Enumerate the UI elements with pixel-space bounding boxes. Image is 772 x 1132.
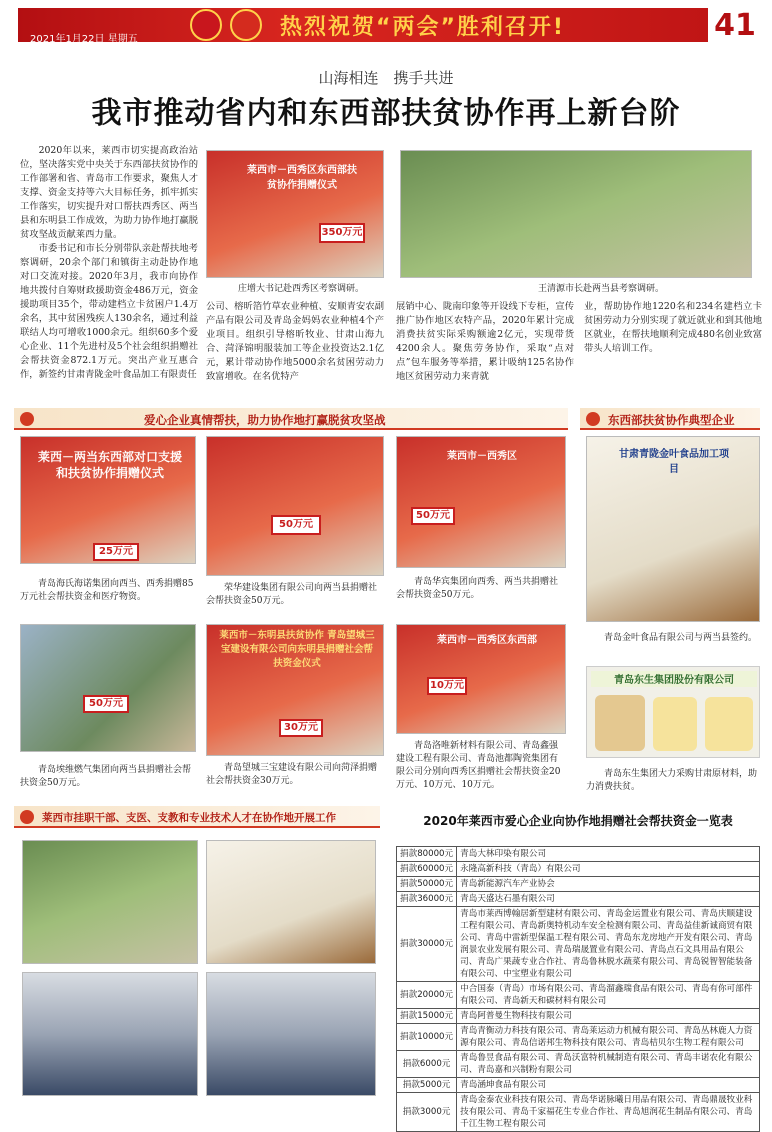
article-col-4: 业，帮助协作地1220名和234名建档立卡贫困劳动力分别实现了就近就业和到其他地区就业，在帮扶地顺利完成480名创业致富带头人培训工作。 — [584, 301, 762, 354]
companies-cell: 永隆高新科技（青岛）有限公司 — [457, 862, 760, 877]
photo-caption: 庄增大书记赴西秀区考察调研。 — [238, 284, 365, 294]
table-row — [397, 1078, 760, 1093]
article-paragraph: 市委书记和市长分别带队亲赴帮扶地考察调研，20余个部门和镇街主动赴协作地对口交流对接。2020年3月，我市向协作地共拨付自筹财政援助资金486万元，资金援助项目35个，带动建档立卡贫困户1.4万余名，其中贫困残疾人130余名，通过利益联结人均可增收1000余元。组织60多个爱心企业、11个先进村及5个社会组织捐赠社会帮扶资金872.1万元。突出产业互惠合作，新签约甘肃青陇金叶食品加工有限责任 — [20, 243, 198, 380]
photo-jinye-signing — [586, 436, 760, 622]
donation-board: 10万元 — [427, 677, 467, 695]
table-row — [397, 982, 760, 1009]
photo-caption: 青岛金叶食品有限公司与两当县签约。 — [604, 633, 758, 643]
article-kicker: 山海相连 携手共进 — [318, 69, 454, 87]
table-row — [397, 862, 760, 877]
product-bag-icon — [595, 695, 645, 751]
photo-caption: 青岛华宾集团向西秀、两当共捐赠社会帮扶资金50万元。 — [396, 577, 559, 600]
amount-cell: 捐款50000元 — [397, 877, 457, 892]
companies-cell: 青岛涵坤食品有限公司 — [457, 1078, 760, 1093]
section-bullet-icon — [586, 412, 600, 426]
amount-cell: 捐款3000元 — [397, 1093, 457, 1132]
table-row — [397, 1009, 760, 1024]
issue-date: 2021年1月22日 星期五 — [30, 34, 138, 45]
photo-wang-liangdang — [400, 150, 752, 278]
page-header — [0, 0, 772, 52]
article-col-3: 展销中心、陇南印象等开设线下专柜，宣传推广协作地区农特产品，2020年累计完成消费扶贫实际采购额逾2亿元，实现带货4200余人。聚焦劳务协作，采取“点对点”包车服务等举措，累计吸纳125名协作地区贫困劳动力来青就 — [396, 301, 574, 382]
donation-board: 30万元 — [279, 719, 323, 737]
photo-haishi — [20, 436, 196, 564]
section-title: 爱心企业真情帮扶，助力协作地打赢脱贫攻坚战 — [144, 413, 386, 427]
section-header-typical-enterprise — [580, 408, 760, 430]
header-title: 热烈祝贺“两会”胜利召开! — [280, 15, 565, 40]
amount-cell: 捐款60000元 — [397, 862, 457, 877]
section-title: 莱西市挂职干部、支医、支教和专业技术人才在协作地开展工作 — [42, 812, 336, 824]
photo-field-work — [22, 840, 198, 964]
section-title: 东西部扶贫协作典型企业 — [608, 413, 735, 427]
companies-cell: 青岛大林印染有限公司 — [457, 847, 760, 862]
photo-banner: 莱西市－西秀区 — [447, 451, 517, 462]
photo-banner: 莱西市－东明县扶贫协作 青岛望城三宝建设有限公司向东明县捐赠社会帮扶资金仪式 — [219, 630, 375, 669]
photo-training-hall — [22, 972, 198, 1096]
amount-cell: 捐款80000元 — [397, 847, 457, 862]
amount-cell: 捐款10000元 — [397, 1024, 457, 1051]
photo-banner: 莱西市－西秀区东西部 — [437, 635, 537, 646]
companies-cell: 青岛市莱西博翰居新型建材有限公司、青岛金运置业有限公司、青岛庆顺建设工程有限公司、青岛新奥特机动车安全检测有限公司、青岛益佳新诚商贸有限公司、青岛中雷新型保温工程有限公司、青岛东龙房地产开发有限公司、青岛润景农业发展有限公司、青岛瑞晟置业有限公司、青岛点石文具用品有限公司、青岛广果蔬专业合作社、青岛鲁林脱水蔬菜有限公司、青岛锐智智能装备有限公司、中宝塑业有限公司 — [457, 907, 760, 982]
table-row — [397, 1051, 760, 1078]
table-row — [397, 847, 760, 862]
photo-aiwei — [20, 624, 196, 752]
photo-zhuang-xixiu — [206, 150, 384, 278]
amount-cell: 捐款15000元 — [397, 1009, 457, 1024]
companies-cell: 青岛天盛达石墨有限公司 — [457, 892, 760, 907]
donation-board: 50万元 — [83, 695, 129, 713]
photo-ronghua — [206, 436, 384, 576]
photo-wangcheng — [206, 624, 384, 756]
photo-caption: 青岛望城三宝建设有限公司向菏泽捐赠社会帮扶资金30万元。 — [206, 763, 378, 786]
photo-caption: 青岛洛唯新材料有限公司、青岛鑫强建设工程有限公司、青岛池都陶瓷集团有限公司分别向西秀区捐赠社会帮扶资金20万元、10万元、10万元。 — [396, 741, 561, 790]
companies-cell: 青岛新能源汽车产业协会 — [457, 877, 760, 892]
photo-banner: 甘肃青陇金叶食品加工项目 — [619, 449, 729, 475]
photo-banner: 莱西－两当东西部对口支援和扶贫协作捐赠仪式 — [37, 450, 182, 480]
product-can-icon — [653, 697, 697, 751]
table-row — [397, 877, 760, 892]
article-headline: 我市推动省内和东西部扶贫协作再上新台阶 — [91, 96, 681, 131]
article-paragraph: 2020年以来，莱西市切实提高政治站位，坚决落实党中央关于东西部扶贫协作的工作部署和省、青岛市工作要求，聚焦人才支撑、资金支持等六大目标任务，抓牢抓实工作落实，切实提升对口帮扶西秀区、两当县和东明县工作成效，为助力协作地打赢脱贫攻坚战贡献莱西力量。 — [20, 145, 198, 240]
company-sign: 青岛东生集团股份有限公司 — [591, 671, 757, 687]
amount-cell: 捐款20000元 — [397, 982, 457, 1009]
page-number: 41 — [714, 8, 756, 43]
companies-cell: 青岛金泰农业科技有限公司、青岛华诺脉曦日用品有限公司、青岛鼎晟牧业科技有限公司、青岛千家福花生专业合作社、青岛旭润花生制品有限公司、青岛千江生物工程有限公司 — [457, 1093, 760, 1132]
photo-caption: 王清源市长赴两当县考察调研。 — [538, 284, 665, 294]
photo-huabin — [396, 436, 566, 568]
photo-caption: 青岛东生集团大力采购甘肃原材料，助力消费扶贫。 — [586, 769, 758, 792]
amount-cell: 捐款6000元 — [397, 1051, 457, 1078]
companies-cell: 青岛阿普曼生物科技有限公司 — [457, 1009, 760, 1024]
section-header-cadres — [14, 806, 380, 828]
donation-board: 50万元 — [411, 507, 455, 525]
section-bullet-icon — [20, 412, 34, 426]
photo-banner: 莱西市－西秀区东西部扶贫协作捐赠仪式 — [247, 165, 357, 191]
amount-cell: 捐款5000元 — [397, 1078, 457, 1093]
product-can-icon — [705, 697, 753, 751]
companies-cell: 中合国泰（青岛）市场有限公司、青岛溜鑫瑞食品有限公司、青岛有你可部件有限公司、青岛新天和碳材料有限公司 — [457, 982, 760, 1009]
photo-classroom — [206, 972, 376, 1096]
table-row — [397, 1093, 760, 1132]
amount-cell: 捐款30000元 — [397, 907, 457, 982]
table-row — [397, 907, 760, 982]
section-header-enterprise-aid — [14, 408, 568, 430]
companies-cell: 青岛青衡动力科技有限公司、青岛莱运动力机械有限公司、青岛丛林鹿人力资源有限公司、青岛信诺邦生物科技有限公司、青岛桔贝尔生物工程有限公司 — [457, 1024, 760, 1051]
table-row — [397, 892, 760, 907]
donation-board: 25万元 — [93, 543, 139, 561]
photo-luowei — [396, 624, 566, 734]
donation-table — [396, 846, 760, 1132]
donation-board: 350万元 — [319, 223, 365, 243]
photo-caption: 荣华建设集团有限公司向两当县捐赠社会帮扶资金50万元。 — [206, 583, 378, 606]
photo-medical-support — [206, 840, 376, 964]
photo-dongsheng-products — [586, 666, 760, 758]
table-row — [397, 1024, 760, 1051]
cppcc-emblem-icon — [230, 9, 262, 41]
photo-caption: 青岛埃维燃气集团向两当县捐赠社会帮扶资金50万元。 — [20, 765, 192, 788]
table-title: 2020年莱西市爱心企业向协作地捐赠社会帮扶资金一览表 — [423, 814, 733, 828]
national-emblem-icon — [190, 9, 222, 41]
companies-cell: 青岛鲁昱食品有限公司、青岛沃富特机械制造有限公司、青岛丰诺农化有限公司、青岛嘉和兴制粉有限公司 — [457, 1051, 760, 1078]
donation-board: 50万元 — [271, 515, 321, 535]
article-col-1 — [20, 144, 198, 382]
section-bullet-icon — [20, 810, 34, 824]
amount-cell: 捐款36000元 — [397, 892, 457, 907]
photo-caption: 青岛海氏海诺集团向西当、西秀捐赠85万元社会帮扶资金和医疗物资。 — [20, 579, 194, 602]
article-col-2: 公司、榕昕箔竹草农业种植、安顺青安农副产品有限公司及青岛金妈妈农业种植4个产业项目。组织引导榕昕牧业、甘肃山海九合、菏泽锦明服装加工等企业投资达2.1亿元，累计带动协作地5000余名贫困劳动力致富增收。在名优特产 — [206, 301, 384, 382]
